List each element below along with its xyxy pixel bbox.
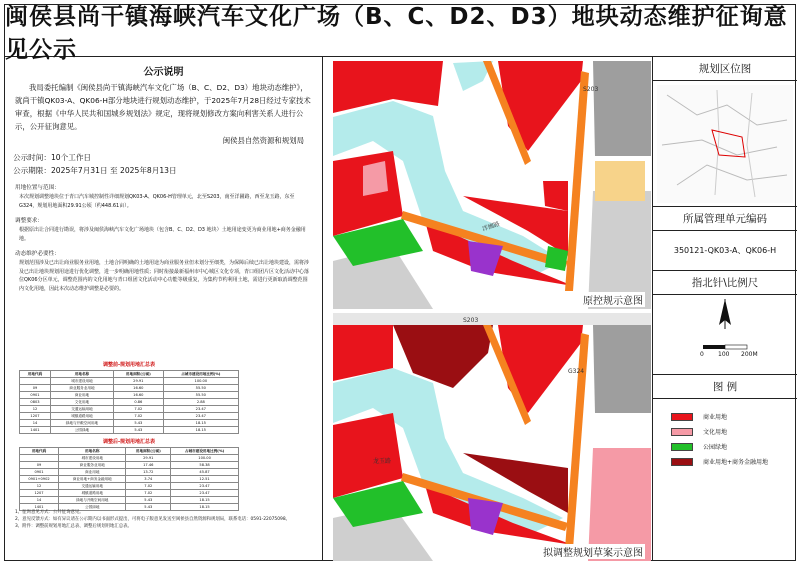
table-header-cell: 用地名称 [59,448,126,455]
adjusted-map-caption: 拟调整规划草案示意图 [541,544,645,559]
table-header-cell: 用地名称 [50,371,113,378]
north-title: 指北针\比例尺 [653,271,797,295]
north-arrow-block [653,295,797,375]
table-cell: 14 [20,497,59,504]
table-cell: 55.50 [163,392,238,399]
scale-label: 0 [700,351,704,358]
table-cell: 23.47 [171,490,239,497]
legend-swatch [671,413,693,421]
table-cell: 17.46 [126,462,171,469]
table-cell: 交通运输用地 [59,483,126,490]
table-original [19,370,239,434]
table-row [20,413,239,420]
road-label: S203 [583,86,599,93]
table-cell: 14 [20,420,51,427]
table-row [20,427,239,434]
note-item: 2、意见反馈方式：如有异议请在公示期内以书面形式提出，可将电子版意见发送至闽侯县自然资源和规划局，联系电话：0591-22075098。 [15,517,290,522]
table-cell: 18.15 [163,420,238,427]
notice-panel [5,57,323,560]
table-cell: 1207 [20,413,51,420]
table-row [20,483,239,490]
table-cell: 城镇道路用地 [59,490,126,497]
adjusted-map [333,313,651,561]
table-cell: 13.72 [126,469,171,476]
table-cell: 16.60 [113,385,163,392]
table-row [20,420,239,427]
legend [653,399,797,469]
location-map-title: 规划区位图 [653,57,797,81]
info-panel [653,57,797,560]
table-cell: 7.02 [126,490,171,497]
original-map-caption: 原控规示意图 [581,292,645,307]
table-row [20,378,239,385]
table-cell: 7.02 [113,413,163,420]
location-map [653,81,797,207]
legend-item: 商业用地 [653,409,797,424]
table-cell: 45.87 [171,469,239,476]
scale-label: 100 [718,351,730,358]
table-cell: 23.47 [171,483,239,490]
table-cell: 0803 [20,399,51,406]
legend-item: 商业用地+商务金融用地 [653,454,797,469]
legend-swatch [671,458,693,466]
table-cell: 7.02 [113,406,163,413]
table-cell: 12.51 [171,476,239,483]
table-row [20,476,239,483]
table-header-cell: 用地代码 [20,448,59,455]
table-cell: 商业服务业用地 [59,462,126,469]
notice-heading: 公示说明 [143,67,184,78]
table-cell: 公园绿地 [50,427,113,434]
notice-period: 公示时间：10个工作日 [13,153,92,162]
table-header-cell: 用地代码 [20,371,51,378]
table-row [20,406,239,413]
page-title: 闽侯县尚干镇海峡汽车文化广场（B、C、D2、D3）地块动态维护征询意见公示 [5,5,795,57]
table-cell: 商业用地+商务金融用地 [59,476,126,483]
table-cell: 商业用地 [59,469,126,476]
table-header-cell: 占城市建设用地比例(%) [163,371,238,378]
table-cell: 1207 [20,490,59,497]
table-cell: 城镇道路用地 [50,413,113,420]
notice-signature: 闽侯县自然资源和规划局 [222,136,304,145]
table-cell: 18.15 [163,427,238,434]
table-cell: 18.15 [171,497,239,504]
unit-title: 所属管理单元编码 [653,207,797,231]
legend-swatch [671,443,693,451]
table-row [20,455,239,462]
road-label: 龙玉路 [373,458,392,465]
table-cell: 1401 [20,504,59,511]
table-row [20,490,239,497]
table-cell: 23.47 [163,406,238,413]
table-cell: 城市建设用地 [50,378,113,385]
location-title: 用地位置与范围： [15,185,60,191]
legend-item: 文化用地 [653,424,797,439]
table-row [20,497,239,504]
maps-panel [323,57,653,560]
table-header-cell: 用地面积(公顷) [113,371,163,378]
table-cell: 绿地与开敞空间用地 [59,497,126,504]
legend-title: 图 例 [653,375,797,399]
table-cell: 100.00 [171,455,239,462]
table-row [20,462,239,469]
table-cell [20,378,51,385]
table-cell [20,455,59,462]
poster-frame [4,4,796,561]
table-cell: 5.43 [126,497,171,504]
location-map-drawing [657,85,793,203]
table-cell: 2.88 [163,399,238,406]
original-map-drawing [333,61,651,309]
reason-title: 动态维护必要性： [15,251,60,257]
legend-item: 公园绿地 [653,439,797,454]
content-title: 调整要求： [15,218,43,224]
table-cell: 12 [20,483,59,490]
road-label: 洋圃路 [481,220,501,233]
original-map [333,61,651,309]
table-cell: 文化用地 [50,399,113,406]
table-cell: 0901 [20,469,59,476]
table-cell: 29.91 [113,378,163,385]
table-row [20,399,239,406]
table-cell: 商业服务业用地 [50,385,113,392]
table-cell: 绿地与开敞空间用地 [50,420,113,427]
table-header-cell: 占城市建设用地比例(%) [171,448,239,455]
table-cell: 0901+0902 [20,476,59,483]
unit-code: 350121-QK03-A、QK06-H [653,231,797,271]
reason-text: 规划范围涉及已出让商业服务业用地，土地合同明确的土地用途为商业服务业但未划分至细类，为保障后续已出让地块建设，需将涉及已出让地块规划用途进行优化调整，进一步明确用地性质；同时衔接最新福州市中心城区文化专项，青口组团片区文化活动中心落位QK06分区单元，调整范围内的文化用地与青口组团文化活动中心功能等级重复，为集约节约利用土地，需进行更新取消调整范围内文化用地，因此本次动态维护调整是必要的。 [19,260,310,292]
table-cell: 3.74 [126,476,171,483]
location-text: 本次规划调整地块位于青口汽车城控制性详细规划QK03-A、QK06-H管理单元，北至S203，南至洋圃路，西至龙玉路，东至G324，规划用地面积29.91公顷（约448.61亩）。 [19,194,295,209]
notes [15,509,315,530]
notice-body: 我局委托编制《闽侯县尚干镇海峡汽车文化广场（B、C、D2、D3）地块动态维护》，就尚干镇QK03-A、QK06-H部分地块进行规划动态维护，于2025年7月28日经过专家技术审查，根据《中华人民共和国城乡规划法》规定，现将规划修改方案向利害关系人进行公示，公开征询意见。 [15,83,311,131]
summary-tables [19,357,239,511]
table-row [20,469,239,476]
road-label: S203 [463,317,479,324]
adjusted-map-drawing [333,313,651,561]
table-cell: 0901 [20,392,51,399]
table-cell: 12 [20,406,51,413]
table-cell: 18.15 [171,504,239,511]
note-item: 1、征询意见方式：公开征询意见。 [15,510,84,515]
legend-swatch [671,428,693,436]
table-cell: 23.47 [163,413,238,420]
table-cell: 09 [20,462,59,469]
road-label: G324 [568,368,585,375]
table-cell: 5.43 [113,427,163,434]
table-cell: 公园绿地 [59,504,126,511]
north-arrow-icon [653,295,797,375]
table-adjusted [19,447,239,511]
table-cell: 55.50 [163,385,238,392]
table-cell: 0.86 [113,399,163,406]
table-cell: 7.02 [126,483,171,490]
table-row [20,392,239,399]
table-cell: 交通运输用地 [50,406,113,413]
table-cell: 1401 [20,427,51,434]
table-adjusted-caption: 调整后-规划用地汇总表 [102,439,156,445]
table-cell: 商业用地 [50,392,113,399]
table-cell: 09 [20,385,51,392]
table-row [20,385,239,392]
content-text: 根据原出让合同进行勘误，将涉及闽侯海峡汽车文化广场地块（包含B、C、D2、D3 地块）土地用途变更为商业用地+商务金融用地。 [19,227,306,242]
table-cell: 16.60 [113,392,163,399]
table-cell: 5.43 [113,420,163,427]
table-cell: 29.91 [126,455,171,462]
scale-label: 200M [741,351,758,358]
table-header-cell: 用地面积(公顷) [126,448,171,455]
table-cell: 58.38 [171,462,239,469]
note-item: 3、附件：调整前规划用地汇总表、调整后规划用地汇总表。 [15,524,132,529]
notice-dates: 公示期限：2025年7月31日 至 2025年8月13日 [13,166,177,175]
table-cell: 城市建设用地 [59,455,126,462]
table-cell: 5.43 [126,504,171,511]
table-original-caption: 调整前-规划用地汇总表 [102,362,156,368]
table-cell: 100.00 [163,378,238,385]
